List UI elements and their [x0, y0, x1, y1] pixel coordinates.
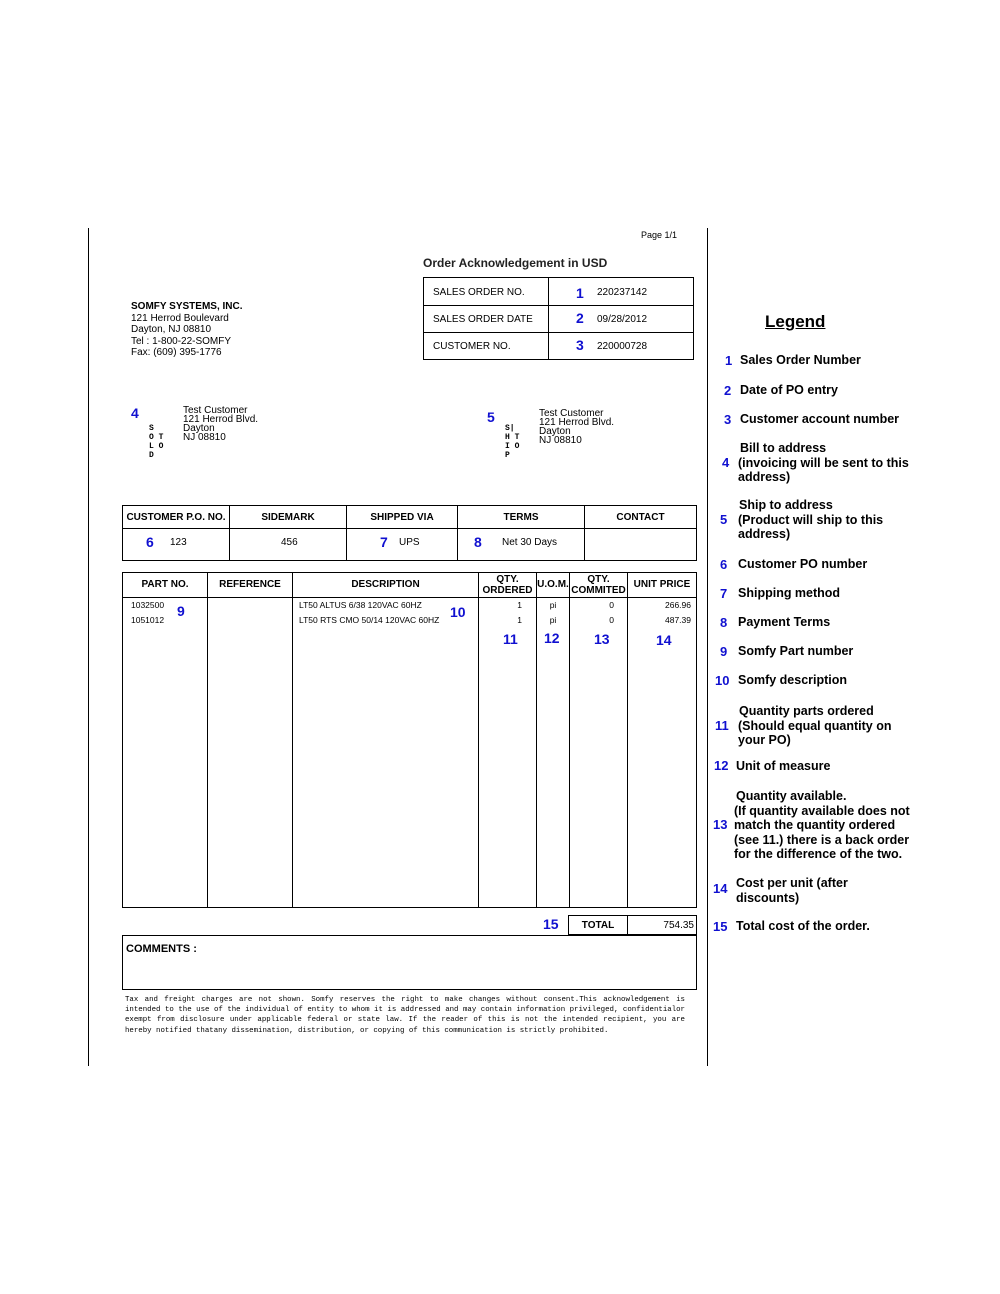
legend-number: 4 [722, 455, 730, 470]
header-uom: U.O.M. [537, 579, 569, 590]
legend-number: 8 [720, 615, 728, 630]
marker-13: 13 [594, 631, 610, 647]
header-sidemark: SIDEMARK [261, 512, 315, 523]
legend-item: Ship to address (Product will ship to this address) [738, 498, 884, 541]
legend-number: 11 [715, 718, 729, 733]
legend-number: 1 [725, 353, 733, 368]
qty-committed-cell: 0 [609, 600, 614, 610]
legend-number: 9 [720, 644, 728, 659]
marker-10: 10 [450, 604, 466, 620]
marker-7: 7 [380, 534, 388, 550]
marker-5: 5 [487, 409, 495, 425]
company-city: Dayton, NJ 08810 [131, 324, 212, 335]
legend-number: 2 [724, 383, 732, 398]
legend-number: 15 [713, 919, 728, 934]
legend-item: Shipping method [738, 586, 841, 600]
right-border-line [707, 228, 708, 1066]
qty-ordered-cell: 1 [517, 600, 522, 610]
sold-to-vertical-label: S O T L O D [149, 424, 164, 460]
marker-9: 9 [177, 603, 185, 619]
legend-item: Somfy description [738, 673, 848, 687]
legend-item: Customer PO number [738, 557, 868, 571]
header-part-no: PART NO. [141, 579, 189, 590]
sales-order-date: 09/28/2012 [597, 314, 648, 325]
legend-number: 14 [713, 881, 728, 896]
header-qty-committed: QTY. COMMITED [571, 574, 626, 596]
legend-item: Quantity parts ordered (Should equal quantity on your PO) [738, 704, 892, 747]
customer-number: 220000728 [597, 341, 648, 352]
left-border-line [88, 228, 89, 1066]
sales-order-number: 220237142 [597, 287, 648, 298]
description-cell: LT50 ALTUS 6/38 120VAC 60HZ [299, 600, 422, 610]
legend-number: 13 [713, 817, 728, 832]
marker-15: 15 [543, 916, 559, 932]
marker-4: 4 [131, 405, 139, 421]
page-number: Page 1/1 [641, 230, 678, 240]
marker-14: 14 [656, 632, 672, 648]
order-info-label: SALES ORDER DATE [433, 314, 533, 325]
legend-number: 3 [724, 412, 732, 427]
qty-committed-cell: 0 [609, 615, 614, 625]
sold-to-address: Test Customer 121 Herrod Blvd. Dayton NJ 08810 [183, 405, 259, 443]
document-title: Order Acknowledgement in USD [423, 256, 608, 270]
total-box [568, 915, 697, 935]
company-tel: Tel : 1-800-22-SOMFY [131, 335, 232, 347]
ship-to-address: Test Customer 121 Herrod Blvd. Dayton NJ 08810 [539, 408, 615, 446]
part-no-cell: 1032500 [131, 600, 165, 610]
legend-number: 7 [720, 586, 728, 601]
part-no-cell: 1051012 [131, 615, 165, 625]
unit-price-cell: 266.96 [665, 600, 691, 610]
comments-box [122, 935, 697, 990]
marker-6: 6 [146, 534, 154, 550]
description-cell: LT50 RTS CMO 50/14 120VAC 60HZ [299, 615, 440, 625]
company-street: 121 Herrod Boulevard [131, 312, 229, 324]
line-items-table [122, 572, 697, 908]
header-description: DESCRIPTION [351, 579, 420, 590]
legend-item: Bill to address (invoicing will be sent to this address) [738, 441, 909, 484]
header-contact: CONTACT [616, 512, 665, 523]
legend-number: 5 [720, 512, 728, 527]
shipped-via-value: UPS [399, 537, 420, 548]
comments-label: COMMENTS : [126, 943, 197, 955]
total-label: TOTAL [581, 920, 615, 931]
header-unit-price: UNIT PRICE [633, 579, 691, 590]
marker-1: 1 [576, 285, 584, 301]
legend-item: Quantity available. (If quantity available does not match the quantity ordered (see 11.) there is a back order for the difference of the two. [734, 789, 910, 861]
legend-item: Payment Terms [738, 615, 831, 629]
summary-table [122, 505, 697, 561]
marker-11: 11 [503, 631, 518, 647]
legend-item: Sales Order Number [740, 353, 861, 367]
disclaimer-text: Tax and freight charges are not shown. Somfy reserves the right to make changes without consent.This acknowledgement is intended to the use of the individual of entity to whom it is addressed and may contain information privileged, confidentialor exempt from disclosure under applicable federal or state law. If the reader of this is not the intended recipient, you are hereby notified thatany dissemination, distribution, or copying of this communication is strictly prohibited. [125, 996, 685, 1035]
company-fax: Fax: (609) 395-1776 [131, 347, 222, 358]
marker-8: 8 [474, 534, 482, 550]
customer-po-value: 123 [170, 537, 187, 548]
header-qty-ordered: QTY. ORDERED [482, 574, 533, 596]
legend-title: Legend [765, 312, 826, 331]
company-name: SOMFY SYSTEMS, INC. [131, 301, 243, 312]
legend-number: 10 [715, 673, 730, 688]
legend-item: Somfy Part number [738, 644, 854, 658]
order-info-label: SALES ORDER NO. [433, 287, 525, 298]
legend-item: Date of PO entry [740, 383, 838, 397]
header-terms: TERMS [503, 512, 539, 523]
marker-12: 12 [544, 630, 560, 646]
header-customer-po: CUSTOMER P.O. NO. [126, 512, 226, 523]
legend-item: Total cost of the order. [736, 919, 870, 933]
uom-cell: pi [549, 600, 557, 610]
qty-ordered-cell: 1 [517, 615, 522, 625]
header-reference: REFERENCE [219, 579, 281, 590]
legend-item: Unit of measure [736, 759, 831, 773]
legend-number: 12 [714, 758, 729, 773]
sidemark-value: 456 [281, 537, 298, 548]
header-shipped-via: SHIPPED VIA [370, 512, 434, 523]
order-info-table [423, 277, 694, 360]
unit-price-cell: 487.39 [665, 615, 691, 625]
legend-number: 6 [720, 557, 728, 572]
total-value: 754.35 [663, 920, 694, 931]
company-address [131, 301, 243, 359]
ship-to-vertical-label: S| H T I O P [505, 424, 520, 460]
order-info-label: CUSTOMER NO. [433, 341, 511, 352]
marker-2: 2 [576, 310, 584, 326]
terms-value: Net 30 Days [502, 537, 558, 548]
uom-cell: pi [549, 615, 557, 625]
legend-item: Cost per unit (after discounts) [736, 876, 848, 905]
marker-3: 3 [576, 337, 584, 353]
legend-item: Customer account number [740, 412, 900, 426]
